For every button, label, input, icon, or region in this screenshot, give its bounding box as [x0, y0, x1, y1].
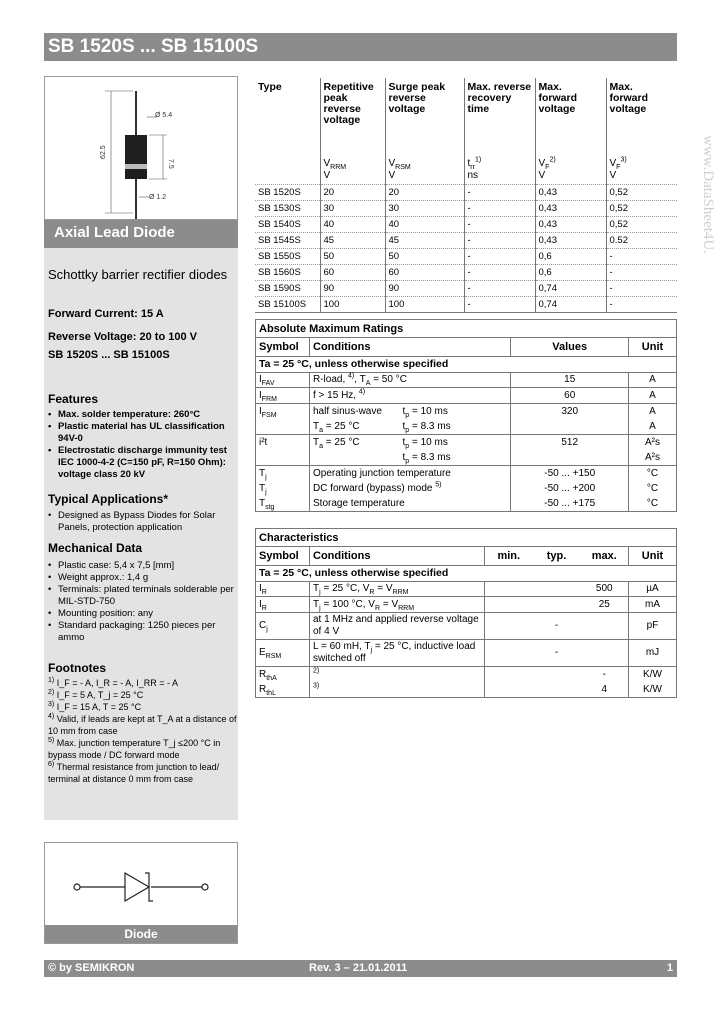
type-cell: SB 1590S — [255, 280, 320, 296]
unit-cell: A²s — [645, 436, 660, 448]
col-trr: Max. reverse recovery time $t_{rr}^{1)}$ ns — [464, 78, 535, 184]
type-cell: SB 15100S — [255, 296, 320, 312]
value-cell: 500 — [581, 581, 629, 597]
list-item: • Standard packaging: 1250 pieces per ammo — [48, 620, 236, 644]
col-type: Type — [255, 78, 320, 184]
col-unit: Unit — [629, 338, 677, 357]
condition-cell: f > 15 Hz, $^{4)}$ — [310, 388, 511, 404]
unit-cell: mJ — [629, 639, 677, 666]
abs-max-table — [255, 319, 677, 512]
table-row — [256, 419, 677, 435]
value-cell: 20 — [385, 184, 464, 200]
value-cell: 40 — [385, 216, 464, 232]
value-cell: 512 — [511, 434, 629, 450]
value-cell: - — [606, 248, 677, 264]
col-vf2: Max. forward voltage $V_F^{2)}$ V — [535, 78, 606, 184]
table-row — [255, 296, 677, 312]
watermark-text: www.DataSheet4U. — [700, 135, 716, 254]
symbol-cell: $I_{FRM}$ — [256, 388, 310, 404]
table-row — [255, 184, 677, 200]
col-unit: Unit — [629, 547, 677, 566]
value-cell: 40 — [320, 216, 385, 232]
condition-cell: Operating junction temperature — [310, 465, 511, 481]
footnotes-list — [48, 677, 238, 785]
applications-list — [48, 510, 236, 534]
revision: Rev. 3 – 21.01.2011 — [309, 962, 408, 974]
applications-heading: Typical Applications* — [48, 492, 169, 506]
list-item: • Max. solder temperature: 260°C — [48, 409, 236, 421]
symbol-cell: $T_j$ — [256, 481, 310, 497]
condition-cell: L = 60 mH, $T_j = 25$ °C, inductive load switched off — [310, 639, 485, 666]
type-table — [255, 78, 677, 313]
condition-cell: $T_j = 100$ °C, $V_R = V_{RRM}$ — [310, 597, 485, 613]
package-drawing — [44, 76, 238, 220]
value-cell: -50 ... +150 — [511, 465, 629, 481]
list-item: • Mounting position: any — [48, 608, 236, 620]
list-item: • Weight approx.: 1,4 g — [48, 572, 236, 584]
dim-diameter-lead: Ø 1.2 — [149, 194, 167, 201]
dim-total-length: 62.5 — [100, 145, 107, 159]
list-item: • Electrostatic discharge immunity test IEC 1000-4-2 (C=150 pF, R=150 Ohm): voltage class 20 kV — [48, 445, 236, 481]
type-cell: SB 1560S — [255, 264, 320, 280]
table-row — [256, 481, 677, 497]
value-cell: - — [464, 296, 535, 312]
unit-cell: pF — [629, 612, 677, 639]
symbol-cell: $C_j$ — [256, 612, 310, 639]
value-cell: 0.52 — [606, 232, 677, 248]
type-cell: SB 1550S — [255, 248, 320, 264]
characteristics-table — [255, 528, 677, 698]
part-range: SB 1520S ... SB 15100S — [48, 349, 170, 361]
abs-max-subheader: Ta = 25 °C, unless otherwise specified — [256, 357, 677, 373]
value-cell: 60 — [320, 264, 385, 280]
table-row — [256, 388, 677, 404]
reverse-voltage: Reverse Voltage: 20 to 100 V — [48, 331, 197, 343]
list-item: • Plastic material has UL classification 94V-0 — [48, 421, 236, 445]
unit-cell: A — [649, 405, 656, 417]
condition-cell: $T_j = 25$ °C, $V_R = V_{RRM}$ — [310, 581, 485, 597]
table-row — [255, 280, 677, 296]
value-cell: 100 — [320, 296, 385, 312]
table-row — [255, 248, 677, 264]
symbol-cell: $I_R$ — [256, 581, 310, 597]
value-cell: - — [464, 248, 535, 264]
list-item: • Designed as Bypass Diodes for Solar Panels, protection application — [48, 510, 236, 534]
value-cell: 0,6 — [535, 264, 606, 280]
dim-body-length: 7.5 — [167, 159, 174, 169]
unit-cell: A — [629, 419, 677, 435]
characteristics-subheader: Ta = 25 °C, unless otherwise specified — [256, 566, 677, 582]
value-cell: 100 — [385, 296, 464, 312]
product-description: Schottky barrier rectifier diodes — [48, 267, 228, 282]
type-table-body — [255, 184, 677, 312]
list-item: • Plastic case: 5,4 x 7,5 [mm] — [48, 560, 236, 572]
value-cell: 4 — [581, 682, 629, 698]
value-cell: - — [464, 184, 535, 200]
value-cell: - — [533, 612, 581, 639]
table-row — [256, 612, 677, 639]
value-cell: 0,52 — [606, 184, 677, 200]
value-cell: 60 — [385, 264, 464, 280]
diode-symbol-box — [44, 842, 238, 944]
value-cell: 50 — [385, 248, 464, 264]
condition-cell: half sinus-wave — [313, 405, 382, 417]
col-vrsm: Surge peak reverse voltage $V_{RSM}$ V — [385, 78, 464, 184]
value-cell: 30 — [385, 200, 464, 216]
condition-cell: $T_a = 25$ °C — [310, 419, 400, 435]
table-row — [255, 264, 677, 280]
unit-cell: K/W — [643, 683, 662, 695]
condition-cell: R-load, $^{4)}$, $T_A = 50$ °C — [310, 372, 511, 388]
unit-cell: A²s — [629, 450, 677, 466]
footnote: $^{1)}$ I_F = - A, I_R = - A, I_RR = - A — [48, 677, 179, 688]
unit-cell: µA — [629, 581, 677, 597]
table-row — [256, 372, 677, 388]
features-list — [48, 409, 236, 481]
table-row — [256, 496, 677, 512]
value-cell: 15 — [511, 372, 629, 388]
table-row — [256, 450, 677, 466]
footnotes-heading: Footnotes — [48, 661, 106, 675]
mechanical-list — [48, 560, 236, 644]
value-cell: 0,52 — [606, 200, 677, 216]
value-cell: - — [533, 639, 581, 666]
col-conditions: Conditions — [310, 338, 511, 357]
type-cell: SB 1530S — [255, 200, 320, 216]
forward-current: Forward Current: 15 A — [48, 308, 164, 320]
package-label: Axial Lead Diode — [44, 220, 238, 248]
value-cell: -50 ... +200 — [511, 481, 629, 497]
value-cell: 45 — [385, 232, 464, 248]
value-cell: 0,43 — [535, 184, 606, 200]
symbol-cell: $I_R$ — [256, 597, 310, 613]
value-cell: - — [464, 232, 535, 248]
symbol-cell: $T_j$ — [256, 465, 310, 481]
value-cell: 90 — [385, 280, 464, 296]
table-row — [256, 581, 677, 597]
value-cell: - — [464, 200, 535, 216]
col-typ: typ. — [533, 547, 581, 566]
footnote: $^{5)}$ Max. junction temperature T_j ≤200 °C in bypass mode / DC forward mode — [48, 737, 221, 760]
value-cell: - — [464, 280, 535, 296]
footnote: $^{3)}$ I_F = 15 A, T = 25 °C — [48, 701, 142, 712]
symbol-cell: $R_{thL}$ — [256, 682, 310, 698]
condition-cell: $T_a = 25$ °C — [313, 436, 360, 450]
table-row — [255, 200, 677, 216]
symbol-cell: $I_{FAV}$ — [256, 372, 310, 388]
col-max: max. — [581, 547, 629, 566]
symbol-cell: $I_{FSM}$ — [256, 403, 310, 419]
value-cell: - — [581, 666, 629, 682]
axial-diode-outline-icon — [45, 77, 239, 221]
page-number: 1 — [666, 962, 673, 974]
value-cell: 0,52 — [606, 216, 677, 232]
footnote: $^{4)}$ Valid, if leads are kept at T_A at a distance of 10 mm from case — [48, 713, 237, 736]
mechanical-heading: Mechanical Data — [48, 541, 143, 555]
value-cell: - — [464, 264, 535, 280]
col-min: min. — [485, 547, 533, 566]
value-cell: 0,74 — [535, 280, 606, 296]
value-cell: -50 ... +175 — [511, 496, 629, 512]
unit-cell: mA — [629, 597, 677, 613]
table-header-row — [255, 78, 677, 184]
value-cell: 0,6 — [535, 248, 606, 264]
col-symbol: Symbol — [256, 338, 310, 357]
condition-cell: 2) — [310, 666, 485, 682]
table-row — [255, 232, 677, 248]
value-cell: - — [464, 216, 535, 232]
features-heading: Features — [48, 392, 99, 406]
value-cell: 25 — [581, 597, 629, 613]
unit-cell: °C — [646, 482, 659, 494]
value-cell: 320 — [511, 403, 629, 419]
table-row — [256, 403, 677, 419]
condition-cell: $t_p = 10$ ms — [400, 403, 511, 419]
dim-diameter-body: Ø 5.4 — [155, 112, 173, 119]
value-cell: 20 — [320, 184, 385, 200]
unit-cell: °C — [646, 467, 659, 479]
table-row — [256, 465, 677, 481]
condition-cell: Storage temperature — [310, 496, 511, 512]
value-cell: 50 — [320, 248, 385, 264]
unit-cell: K/W — [643, 668, 662, 680]
col-vf3: Max. forward voltage $V_F^{3)}$ V — [609, 81, 649, 181]
table-row — [255, 216, 677, 232]
value-cell: 45 — [320, 232, 385, 248]
condition-cell: $t_p = 8.3$ ms — [400, 419, 511, 435]
abs-max-caption: Absolute Maximum Ratings — [256, 320, 677, 338]
table-row — [256, 434, 677, 450]
col-symbol: Symbol — [256, 547, 310, 566]
page-footer — [44, 960, 677, 977]
col-vrrm: Repetitive peak reverse voltage $V_{RRM}$ V — [320, 78, 385, 184]
condition-cell: DC forward (bypass) mode $^{5)}$ — [310, 481, 511, 497]
col-values: Values — [511, 338, 629, 357]
table-row — [256, 682, 677, 698]
list-item: • Terminals: plated terminals solderable per MIL-STD-750 — [48, 584, 236, 608]
condition-cell: $t_p = 8.3$ ms — [400, 450, 511, 466]
symbol-cell: $R_{thA}$ — [256, 666, 310, 682]
value-cell: - — [606, 264, 677, 280]
symbol-cell: $E_{RSM}$ — [256, 639, 310, 666]
condition-cell: $t_p = 10$ ms — [400, 434, 511, 450]
symbol-cell: $T_{stg}$ — [256, 496, 310, 512]
value-cell: 30 — [320, 200, 385, 216]
unit-cell: A — [629, 372, 677, 388]
table-row — [256, 666, 677, 682]
value-cell: 0,43 — [535, 216, 606, 232]
condition-cell: at 1 MHz and applied reverse voltage of 4 V — [310, 612, 485, 639]
table-row — [256, 639, 677, 666]
watermark — [678, 135, 718, 355]
type-cell: SB 1540S — [255, 216, 320, 232]
page-title: SB 1520S ... SB 15100S — [44, 33, 677, 61]
col-conditions: Conditions — [310, 547, 485, 566]
unit-cell: °C — [646, 498, 659, 509]
symbol-cell: i²t — [256, 434, 310, 450]
condition-cell: 3) — [310, 682, 485, 698]
footnote: $^{2)}$ I_F = 5 A, T_j = 25 °C — [48, 689, 144, 700]
value-cell: 0,43 — [535, 200, 606, 216]
left-panel — [44, 76, 238, 820]
copyright: © by SEMIKRON — [48, 962, 135, 974]
type-cell: SB 1545S — [255, 232, 320, 248]
unit-cell: A — [629, 388, 677, 404]
value-cell: - — [606, 280, 677, 296]
value-cell: - — [606, 296, 677, 312]
type-cell: SB 1520S — [255, 184, 320, 200]
characteristics-caption: Characteristics — [256, 529, 677, 547]
diode-symbol-icon — [45, 843, 239, 927]
value-cell: 0,43 — [535, 232, 606, 248]
footnote: $^{6)}$ Thermal resistance from junction to lead/ terminal at distance 0 mm from case — [48, 761, 220, 784]
value-cell: 0,74 — [535, 296, 606, 312]
value-cell: 60 — [511, 388, 629, 404]
diode-label: Diode — [45, 925, 237, 943]
value-cell: 90 — [320, 280, 385, 296]
table-row — [256, 597, 677, 613]
